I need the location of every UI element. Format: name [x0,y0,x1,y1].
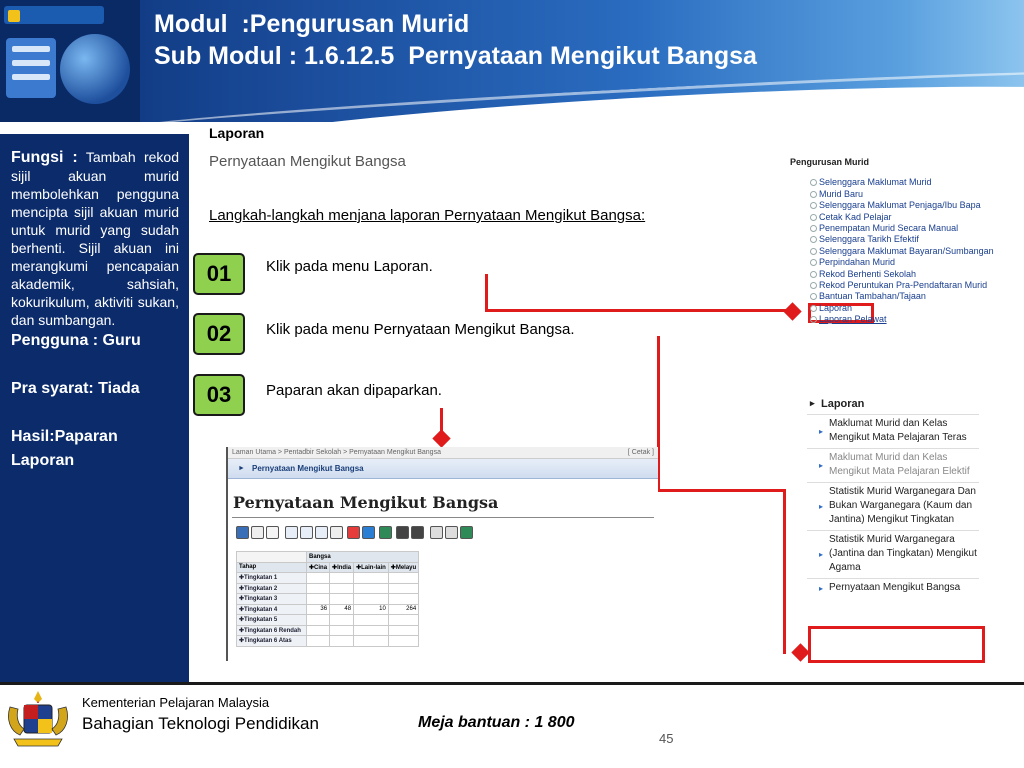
highlight-pernyataan-menu [808,626,985,663]
table-cell [307,573,330,584]
table-row [237,636,419,647]
table-cell [330,625,354,636]
step-text-1: Klik pada menu Laporan. [266,258,433,275]
menu-item[interactable]: Selenggara Maklumat Bayaran/Sumbangan [790,246,994,257]
pivot-icon[interactable] [411,526,424,539]
malaysia-crest-icon [4,689,72,751]
table-cell [330,615,354,626]
fungsi-label: Fungsi : [11,149,78,166]
table-cell [388,636,418,647]
fungsi-text: Tambah rekod sijil akuan murid membolehkan pengguna mencipta sijil akuan murid untuk murid yang sudah berhenti. Sijil akuan ini merangkumi pencapaian akademik, sahsiah, kokurikulum, aktiviti sukan, dan sumbangan. [11,149,180,328]
globe-icon [60,34,130,104]
menu-item[interactable]: Selenggara Maklumat Murid [790,177,994,188]
connector-1-vertical [485,274,488,312]
table-cell: 36 [307,604,330,615]
table-cell [354,594,389,605]
table-cell [330,594,354,605]
table-cell [330,573,354,584]
footer-ministry: Kementerian Pelajaran Malaysia [82,695,270,710]
table-row [237,594,419,605]
table-cell: 48 [330,604,354,615]
hasil-line-2: Laporan [11,452,75,469]
table-cell [388,615,418,626]
table-cell [330,583,354,594]
table-row [237,604,419,615]
step-badge-3: 03 [193,374,245,416]
footer-division: Bahagian Teknologi Pendidikan [82,714,319,733]
laporan-item-pernyataan[interactable]: ▸ Pernyataan Mengikut Bangsa [807,578,979,598]
page-number: 45 [659,731,674,746]
laporan-menu [807,397,979,598]
fungsi-description [11,148,179,329]
swap-axes-icon[interactable] [315,526,328,539]
menu-item[interactable]: Rekod Berhenti Sekolah [790,269,994,280]
menu-item[interactable]: Selenggara Tarikh Efektif [790,234,994,245]
breadcrumb-text[interactable]: Laman Utama > Pentadbir Sekolah > Pernyataan Mengikut Bangsa [232,449,441,456]
row-label[interactable]: ✚Tingkatan 2 [237,583,307,594]
title-line-2: Sub Modul : 1.6.12.5 Pernyataan Mengikut Bangsa [154,42,757,70]
row-label[interactable]: ✚Tingkatan 6 Rendah [237,625,307,636]
row-label[interactable]: ✚Tingkatan 3 [237,594,307,605]
pengguna-line: Pengguna : Guru [11,332,141,349]
arrow-right-icon: ▸ [819,460,824,470]
table-cell: 264 [388,604,418,615]
pengurusan-murid-menu [790,157,994,326]
connector-2-vertical-right [783,489,786,654]
table-cell [307,625,330,636]
table-row [237,573,419,584]
menu-item[interactable]: Rekod Peruntukan Pra-Pendaftaran Murid [790,280,994,291]
column-header[interactable]: ✚Lain-lain [354,562,389,573]
column-header[interactable]: ✚Cina [307,562,330,573]
group-header: Bangsa [307,552,419,563]
arrow-right-icon: ▸ [819,426,824,436]
laporan-menu-title: ▸ Laporan [807,397,979,414]
connector-2-horizontal-top [657,489,786,492]
table-row [237,583,419,594]
arrow-right-icon: ▸ [819,501,824,511]
menu-title: Pengurusan Murid [790,157,870,167]
menu-item[interactable]: Laporan Pelawat [790,314,994,325]
step-text-2: Klik pada menu Pernyataan Mengikut Bangsa. [266,321,575,338]
menu-item-laporan[interactable]: Laporan [790,303,994,314]
chart-icon[interactable] [379,526,392,539]
laporan-item[interactable]: ▸ Statistik Murid Warganegara Dan Bukan Warganegara (Kaum dan Jantina) Mengikut Tingkatan [807,482,979,530]
module-thumbnail [0,0,140,122]
sort-icon[interactable] [266,526,279,539]
bangsa-table [236,551,419,647]
table-cell [307,583,330,594]
prasyarat-line: Pra syarat: Tiada [11,380,140,397]
title-divider [232,517,654,518]
table-cell [354,625,389,636]
header-banner [0,0,1024,122]
step-text-3: Paparan akan dipaparkan. [266,382,442,399]
columns-icon[interactable] [285,526,298,539]
menu-item[interactable]: Bantuan Tambahan/Tajaan [790,291,994,302]
table-cell [354,583,389,594]
print-icon[interactable] [430,526,443,539]
slide-title [154,8,757,72]
report-screenshot [226,447,658,661]
table-cell [307,615,330,626]
filter-icon[interactable] [347,526,360,539]
table-cell [388,583,418,594]
arrow-right-icon: ▸ [819,549,824,559]
menu-item[interactable]: Selenggara Maklumat Penjaga/Ibu Bapa [790,200,994,211]
report-titlebar [228,459,658,479]
info-panel [0,134,189,682]
table-cell [354,573,389,584]
table-row [237,615,419,626]
column-header[interactable]: ✚India [330,562,354,573]
arrow-right-icon: ▸ [819,583,824,593]
menu-item[interactable]: Murid Baru [790,189,994,200]
row-label[interactable]: ✚Tingkatan 4 [237,604,307,615]
connector-2-marker [791,643,809,661]
section-heading: Laporan [209,125,265,141]
print-link[interactable]: [ Cetak ] [627,449,654,456]
table-cell: 10 [354,604,389,615]
row-label[interactable]: ✚Tingkatan 6 Atas [237,636,307,647]
pdf-icon[interactable] [445,526,458,539]
hasil-line-1: Hasil:Paparan [11,428,118,445]
table-cell [388,625,418,636]
report-title: Pernyataan Mengikut Bangsa [233,493,499,512]
footer-helpdesk: Meja bantuan : 1 800 [418,714,575,731]
row-label[interactable]: ✚Tingkatan 1 [237,573,307,584]
table-header-row [237,552,419,563]
table-cell [388,594,418,605]
expand-icon[interactable] [362,526,375,539]
thumbnail-login-panel [6,38,56,98]
laporan-item[interactable]: ▸ Maklumat Murid dan Kelas Mengikut Mata Pelajaran Elektif [807,448,979,482]
table-cell [388,573,418,584]
laporan-item[interactable]: ▸ Maklumat Murid dan Kelas Mengikut Mata Pelajaran Teras [807,414,979,448]
mdx-icon[interactable] [251,526,264,539]
arrow-icon: ► [238,465,245,472]
report-titlebar-text: Pernyataan Mengikut Bangsa [252,464,364,473]
grid-view-icon[interactable] [236,526,249,539]
excel-icon[interactable] [460,526,473,539]
footer-divider [0,682,1024,685]
report-toolbar [236,526,658,546]
column-header-row [237,562,419,573]
drill-icon[interactable] [330,526,343,539]
laporan-item[interactable]: ▸ Statistik Murid Warganegara (Jantina dan Tingkatan) Mengikut Agama [807,530,979,578]
connector-3-marker [432,429,450,447]
row-label[interactable]: ✚Tingkatan 5 [237,615,307,626]
connector-1-horizontal [485,309,787,312]
table-cell [307,636,330,647]
section-subheading: Pernyataan Mengikut Bangsa [209,153,406,170]
rows-icon[interactable] [300,526,313,539]
step-badge-1: 01 [193,253,245,295]
steps-title: Langkah-langkah menjana laporan Pernyataan Mengikut Bangsa: [209,207,646,224]
table-row [237,625,419,636]
column-header[interactable]: ✚Melayu [388,562,418,573]
step-badge-2: 02 [193,313,245,355]
menu-item[interactable]: Cetak Kad Pelajar [790,212,994,223]
bar-chart-icon[interactable] [396,526,409,539]
table-cell [354,636,389,647]
app-logo-icon [8,10,20,22]
title-line-1: Modul :Pengurusan Murid [154,10,470,38]
table-cell [354,615,389,626]
breadcrumb [228,447,658,459]
table-cell [330,636,354,647]
table-cell [307,594,330,605]
menu-item[interactable]: Perpindahan Murid [790,257,994,268]
row-header: Tahap [237,562,307,573]
menu-item[interactable]: Penempatan Murid Secara Manual [790,223,994,234]
